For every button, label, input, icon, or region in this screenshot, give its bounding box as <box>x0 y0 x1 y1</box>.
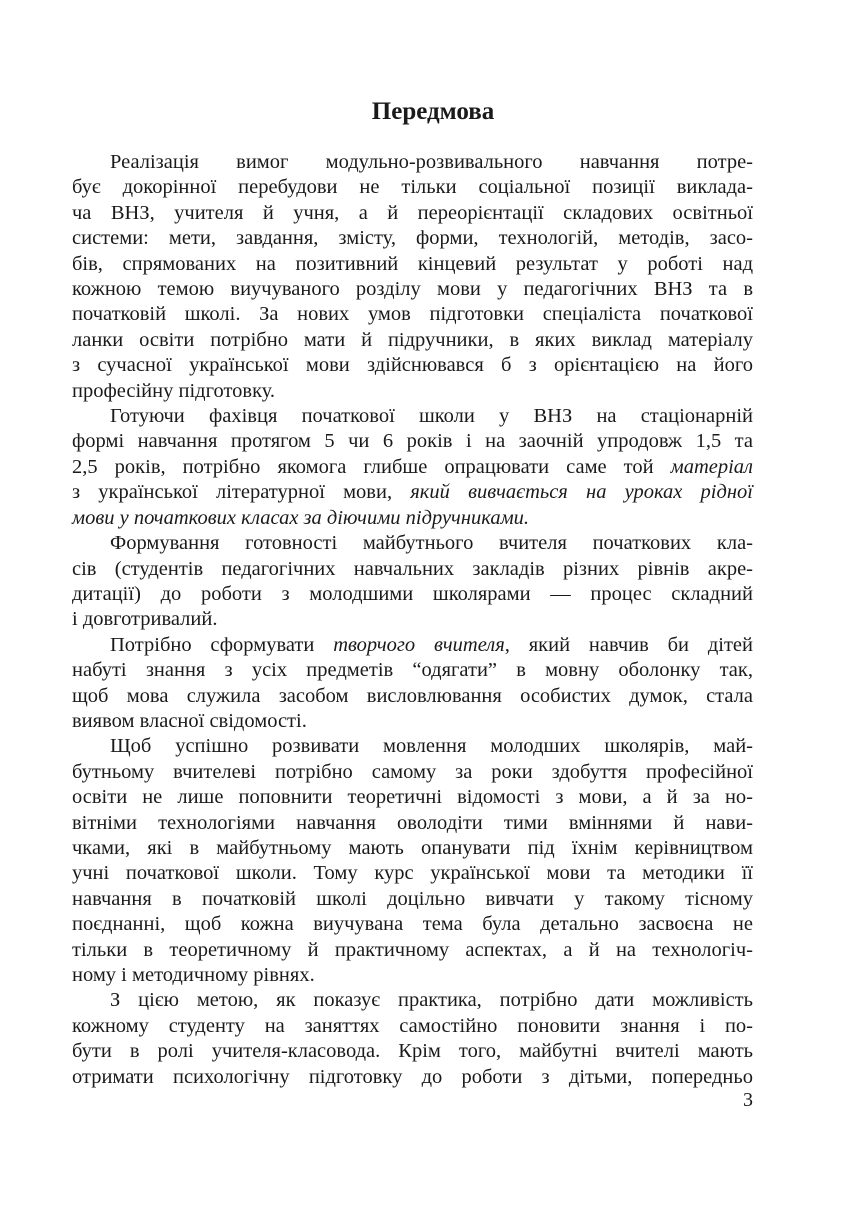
text-line: ча ВНЗ, учителя й учня, а й переорієнтації складових освітньої <box>72 201 753 224</box>
text-run: , який навчив би дітей <box>504 633 753 656</box>
text-line: набуті знання з усіх предметів “одягати” в мовну оболонку так, <box>72 659 753 682</box>
text-line: Готуючи фахівця початкової школи у ВНЗ на стаціонарній <box>110 405 753 428</box>
text-line: вітніми технологіями навчання оволодіти тими вміннями й нави- <box>72 811 753 834</box>
text-line: сів (студентів педагогічних навчальних закладів різних рівнів акре- <box>72 557 753 580</box>
text-line: щоб мова служила засобом висловлювання особистих думок, стала <box>72 684 753 707</box>
text-line: виявом власної свідомості. <box>72 709 307 732</box>
text-line <box>72 633 753 658</box>
text-line: і довготривалий. <box>72 608 218 631</box>
italic-run: творчого вчителя <box>333 633 505 656</box>
text-line: професійну підготовку. <box>72 379 276 402</box>
text-line <box>72 506 753 531</box>
paragraph-5 <box>72 734 753 988</box>
text-line: початковій школі. За нових умов підготовки спеціаліста початкової <box>72 303 753 326</box>
text-run: Потрібно сформувати <box>110 633 334 656</box>
text-line: дитації) до роботи з молодшими школярами — процес складний <box>72 582 753 605</box>
text-line: Щоб успішно розвивати мовлення молодших школярів, май- <box>110 735 753 758</box>
italic-run: мови у початкових класах за діючими підручниками. <box>72 506 530 529</box>
text-run: з української літературної мови, <box>72 481 411 504</box>
text-line: тільки в теоретичному й практичному аспектах, а й на технологіч- <box>72 938 753 961</box>
text-line: кожному студенту на заняттях самостійно поновити знання і по- <box>72 1014 753 1037</box>
text-line: учні початкової школи. Тому курс української мови та методики її <box>72 862 753 885</box>
text-line: бутньому вчителеві потрібно самому за роки здобуття професійної <box>72 760 753 783</box>
text-line <box>72 455 753 480</box>
paragraph-2 <box>72 404 753 531</box>
text-line: з сучасної української мови здійснювався б з орієнтацією на його <box>72 354 753 377</box>
text-line: формі навчання протягом 5 чи 6 років і на заочній упродовж 1,5 та <box>72 430 753 453</box>
text-line: отримати психологічну підготовку до роботи з дітьми, попередньо <box>72 1065 753 1088</box>
paragraph-3 <box>72 531 753 633</box>
page-title: Передмова <box>371 98 495 125</box>
text-run: 2,5 років, потрібно якомога глибше опрацювати саме той <box>72 455 671 478</box>
body-text <box>72 150 753 1090</box>
text-line: Формування готовності майбутнього вчителя початкових кла- <box>110 532 753 555</box>
text-line: освіти не лише поповнити теоретичні відомості з мови, а й за но- <box>72 786 753 809</box>
text-line: бути в ролі учителя-класовода. Крім того, майбутні вчителі мають <box>72 1040 753 1063</box>
text-line <box>72 480 753 505</box>
text-line: кожною темою виучуваного розділу мови у педагогічних ВНЗ та в <box>72 278 753 301</box>
paragraph-6 <box>72 988 753 1090</box>
paragraph-1 <box>72 150 753 404</box>
text-line: ному і методичному рівнях. <box>72 964 315 986</box>
text-line: бує докорінної перебудови не тільки соціальної позиції виклада- <box>72 176 753 199</box>
text-line: ланки освіти потрібно мати й підручники, в яких виклад матеріалу <box>72 328 753 351</box>
italic-run: матеріал <box>670 455 753 478</box>
text-line: З цією метою, як показує практика, потрібно дати можливість <box>110 989 753 1012</box>
page-number: 3 <box>743 1089 753 1111</box>
text-line: Реалізація вимог модульно-розвивального навчання потре- <box>110 151 753 173</box>
paragraph-4 <box>72 633 753 735</box>
text-line: поєднанні, щоб кожна виучувана тема була детально засвоєна не <box>72 913 753 936</box>
text-line: навчання в початковій школі доцільно вивчати у такому тісному <box>72 887 753 910</box>
text-line: системи: мети, завдання, змісту, форми, технологій, методів, засо- <box>72 227 753 250</box>
text-line: бів, спрямованих на позитивний кінцевий результат у роботі над <box>72 252 753 275</box>
text-line: чками, які в майбутньому мають опанувати під їхнім керівництвом <box>72 836 753 859</box>
italic-run: який вивчається на уроках рідної <box>410 481 753 504</box>
